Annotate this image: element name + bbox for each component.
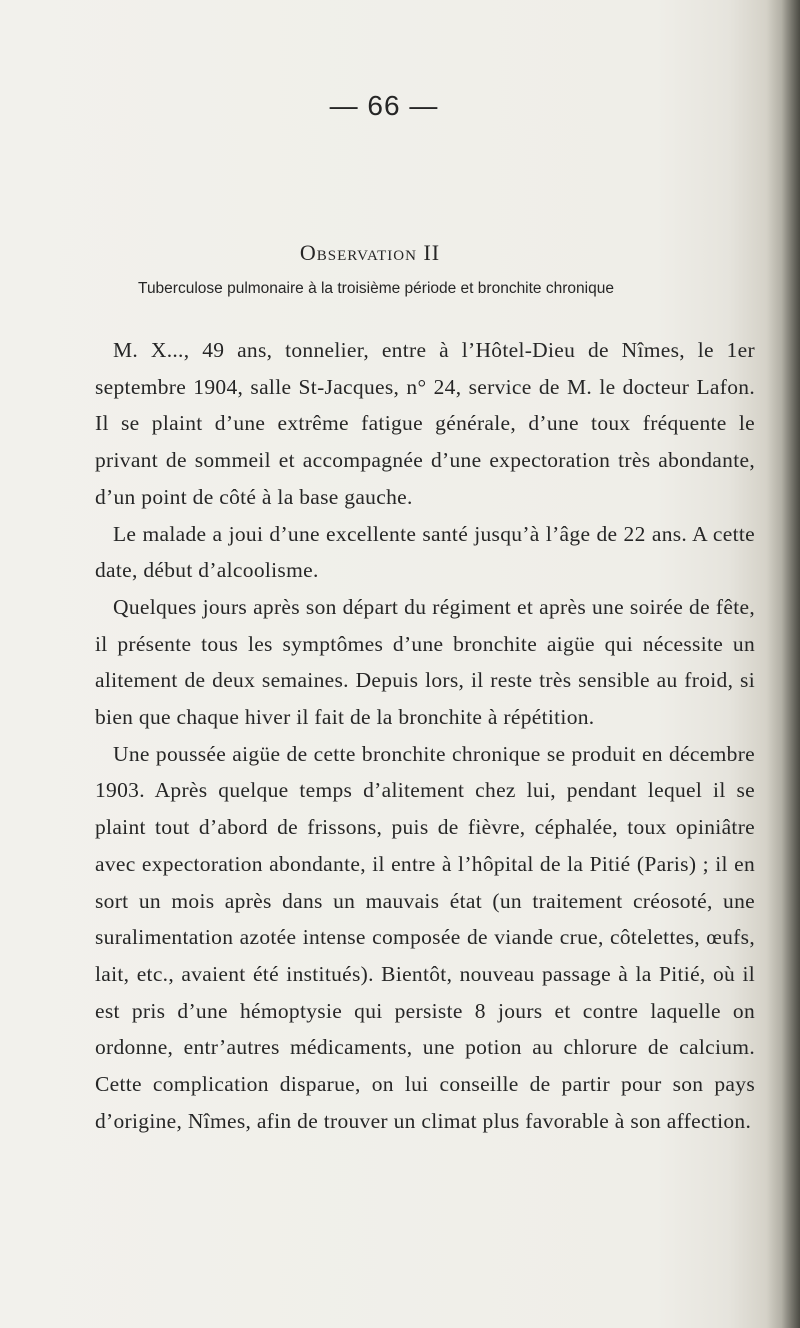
page-number: — 66 — <box>329 90 439 121</box>
paragraph-2: Le malade a joui d’une excellente santé jusqu’à l’âge de 22 ans. A cette date, début d’alcoolisme. <box>95 521 755 583</box>
observation-title: Observation II <box>299 240 441 265</box>
page-edge-shadow <box>766 0 800 1328</box>
observation-subtitle: Tuberculose pulmonaire à la troisième période et bronchite chronique <box>138 280 614 297</box>
paragraph-1: M. X..., 49 ans, tonnelier, entre à l’Hôtel-Dieu de Nîmes, le 1er septembre 1904, salle St-Jacques, n° 24, service de M. le docteur Lafon. Il se plaint d’une extrême fatigue générale, d’une toux fréquente le privant de sommeil et accompagnée d’une expectoration très abondante, d’un point de côté à la base gauche. <box>95 338 755 509</box>
paragraph-3: Quelques jours après son départ du régiment et après une soirée de fête, il présente tous les symptômes d’une bronchite aigüe qui nécessite un alitement de deux semaines. Depuis lors, il reste très sensible au froid, si bien que chaque hiver il fait de la bronchite à répétition. <box>95 594 755 730</box>
paragraph-4: Une poussée aigüe de cette bronchite chronique se produit en décembre 1903. Après quelque temps d’alitement chez lui, pendant lequel il se plaint tout d’abord de frissons, puis de fièvre, céphalée, toux opiniâtre avec expectoration abondante, il entre à l’hôpital de la Pitié (Paris) ; il en sort un mois après dans un mauvais état (un traitement créosoté, une suralimentation azotée intense composée de viande crue, côtelettes, œufs, lait, etc., avaient été institués). Bientôt, nouveau passage à la Pitié, où il est pris d’une hémoptysie qui persiste 8 jours et contre laquelle on ordonne, entr’autres médicaments, une potion au chlorure de calcium. Cette complication disparue, on lui conseille de partir pour son pays d’origine, Nîmes, afin de trouver un climat plus favorable à son affection. <box>95 741 755 1133</box>
body-text <box>95 332 755 1139</box>
